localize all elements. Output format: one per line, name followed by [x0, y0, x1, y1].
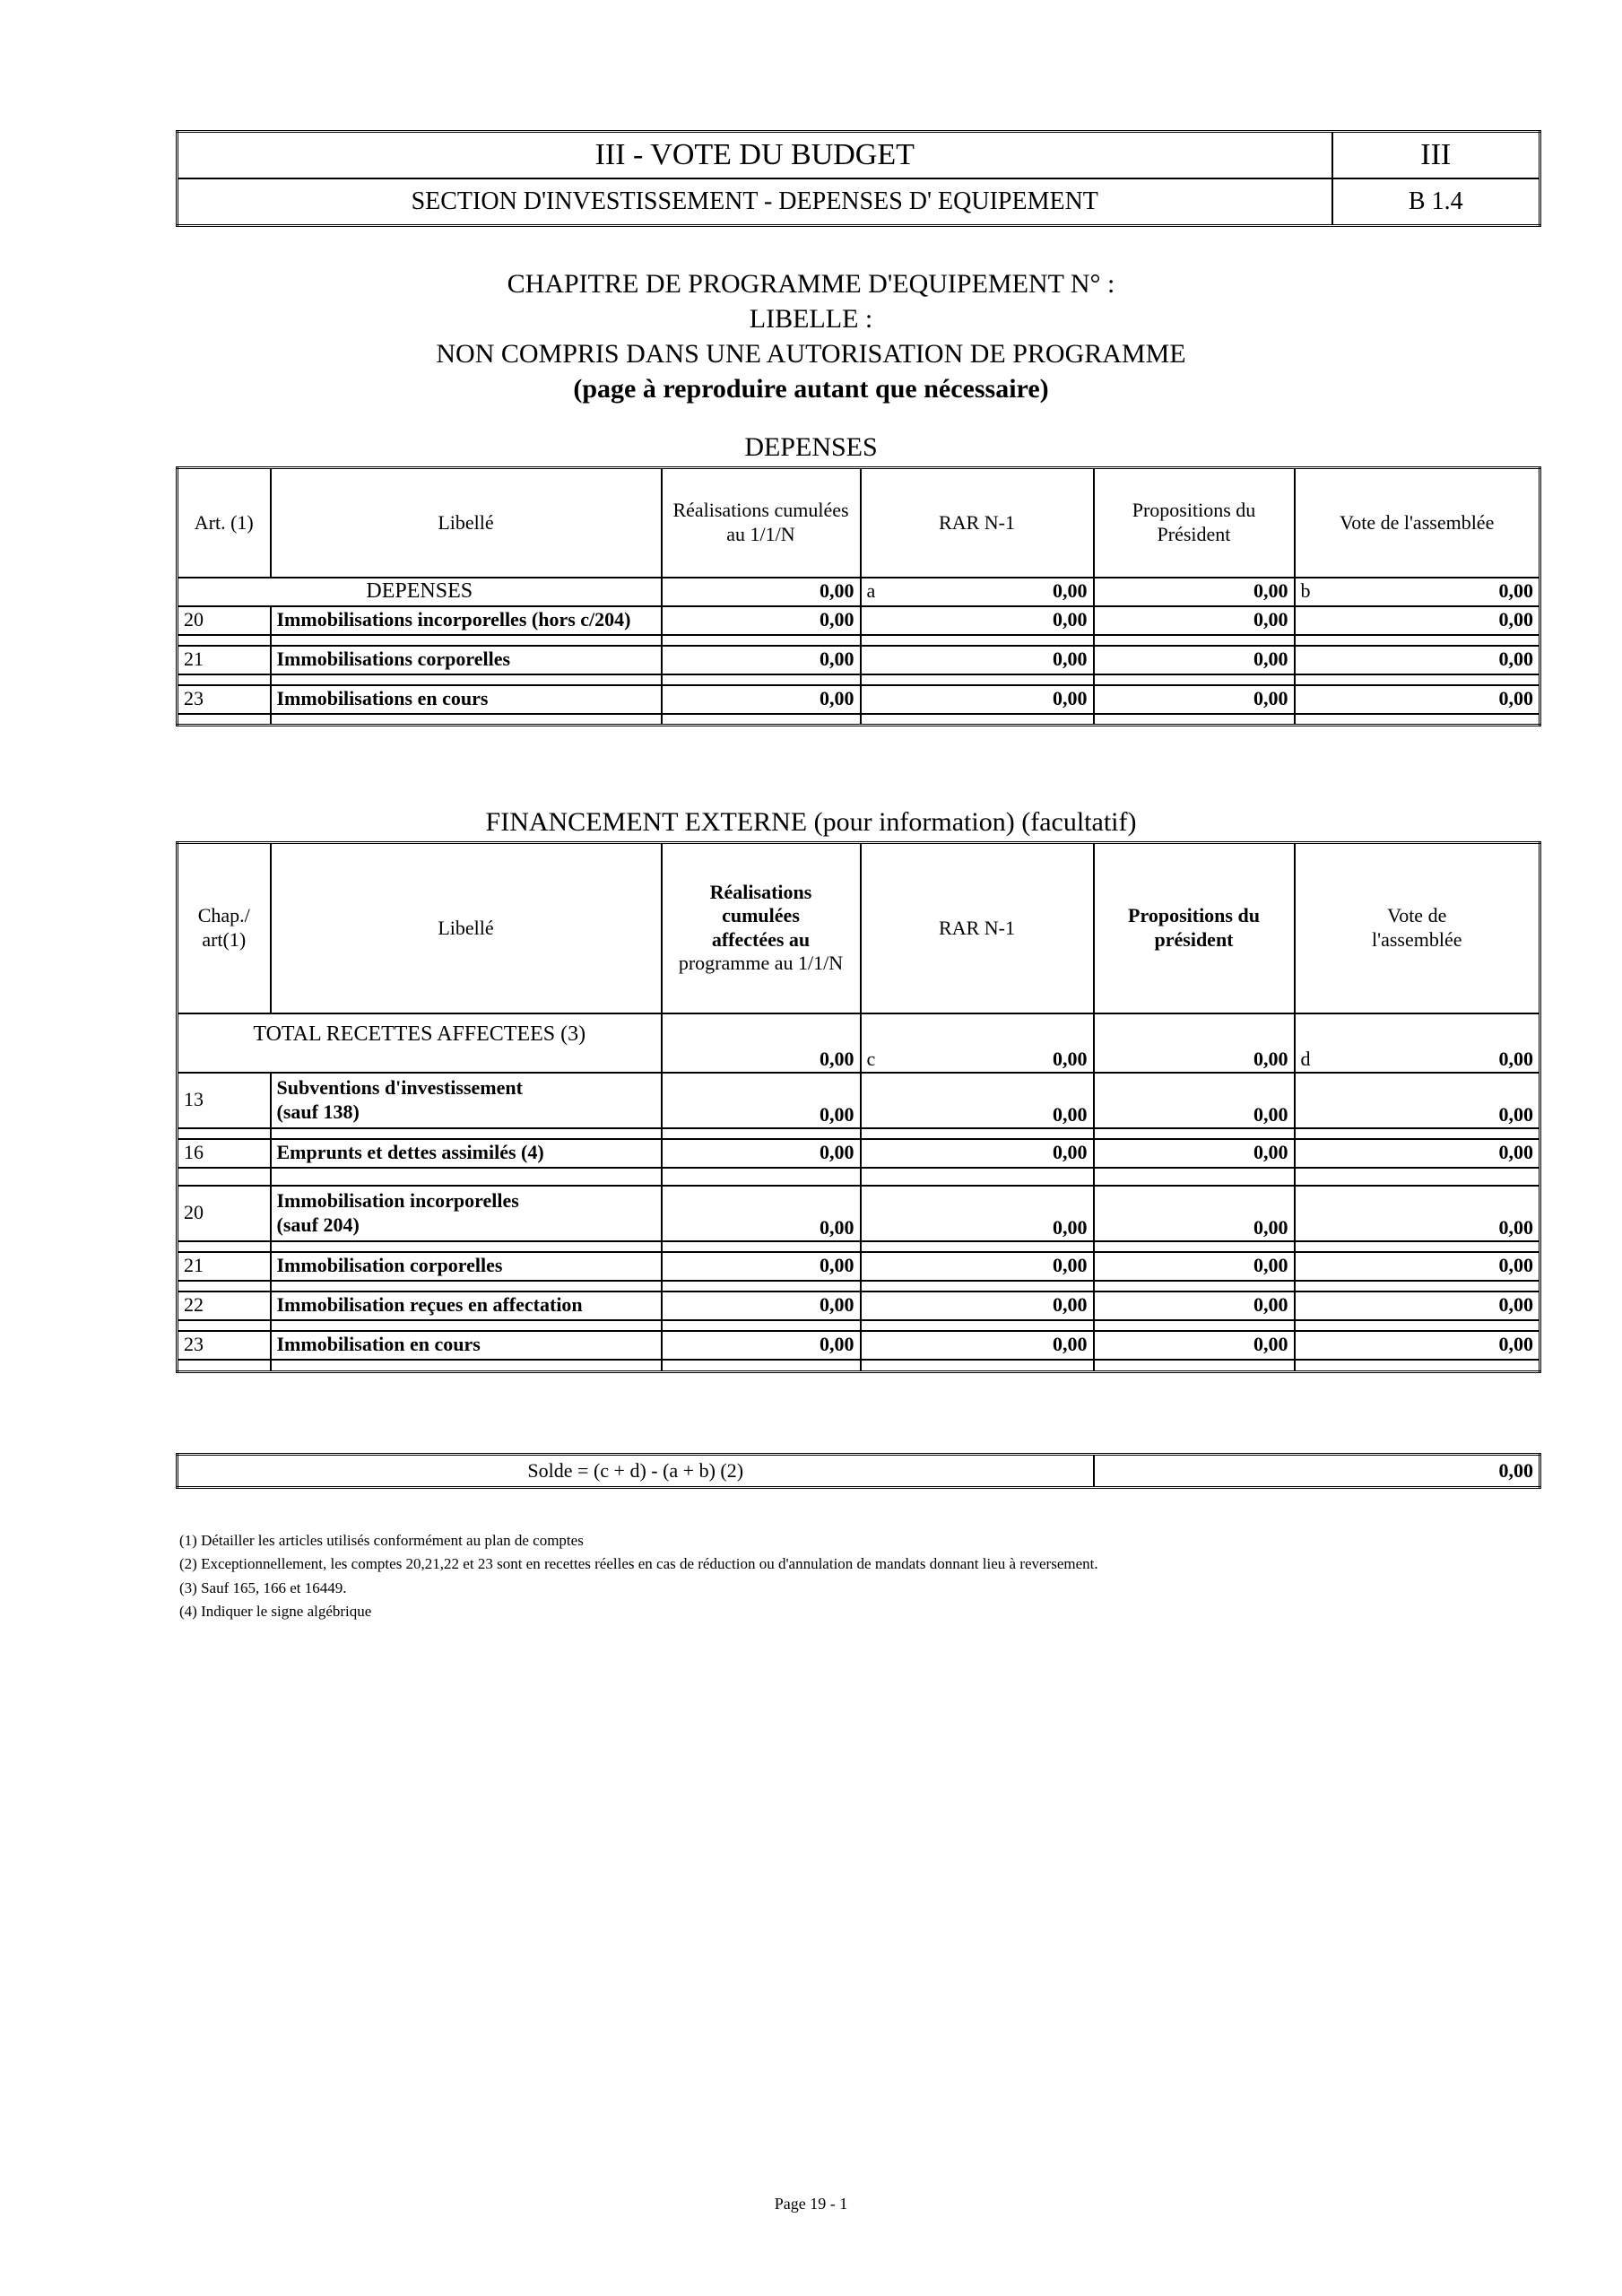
- footnote: (1) Détailler les articles utilisés conformément au plan de comptes: [179, 1532, 584, 1549]
- col-chap: Chap./ art(1): [178, 843, 271, 1013]
- libelle-line: LIBELLE :: [749, 304, 873, 334]
- total-rar: a 0,00: [861, 578, 1094, 606]
- solde-value: 0,00: [1094, 1455, 1540, 1488]
- footnote: (3) Sauf 165, 166 et 16449.: [179, 1578, 347, 1596]
- col-realisations: Réalisations cumulées affectées au programme au 1/1/N: [662, 843, 861, 1013]
- row-realisations: 0,00: [662, 1186, 861, 1241]
- row-spacer: [178, 674, 1540, 685]
- chapter-line: CHAPITRE DE PROGRAMME D'EQUIPEMENT N° :: [507, 269, 1115, 299]
- row-rar: 0,00: [861, 1331, 1094, 1360]
- document-header: [176, 130, 1541, 227]
- row-art: 23: [178, 685, 271, 714]
- total-vote: b 0,00: [1295, 578, 1540, 606]
- row-rar: 0,00: [861, 606, 1094, 635]
- row-propositions: 0,00: [1094, 646, 1295, 674]
- letter-a: a: [866, 579, 876, 603]
- letter-b: b: [1300, 579, 1311, 603]
- non-compris-line: NON COMPRIS DANS UNE AUTORISATION DE PROGRAMME: [436, 339, 1186, 369]
- solde-label: Solde = (c + d) - (a + b) (2): [178, 1455, 1094, 1488]
- row-realisations: 0,00: [662, 1252, 861, 1281]
- financement-total-row: [178, 1013, 1540, 1073]
- row-rar: 0,00: [861, 1186, 1094, 1241]
- col-libelle: Libellé: [271, 468, 662, 578]
- row-rar: 0,00: [861, 1139, 1094, 1168]
- table-row: [178, 1292, 1540, 1320]
- header-code-bottom: B 1.4: [1332, 178, 1540, 226]
- header-subtitle: SECTION D'INVESTISSEMENT - DEPENSES D' EQUIPEMENT: [178, 178, 1332, 226]
- letter-c: c: [866, 1048, 876, 1071]
- col-propositions: Propositions du Président: [1094, 468, 1295, 578]
- row-propositions: 0,00: [1094, 1252, 1295, 1281]
- row-rar: 0,00: [861, 685, 1094, 714]
- row-spacer: [178, 1320, 1540, 1331]
- row-spacer: [178, 1168, 1540, 1186]
- row-propositions: 0,00: [1094, 1073, 1295, 1128]
- row-realisations: 0,00: [662, 1292, 861, 1320]
- header-code-top: III: [1332, 132, 1540, 179]
- footnote: (2) Exceptionnellement, les comptes 20,21,22 et 23 sont en recettes réelles en cas de réduction ou d'annulation de mandats donnant lieu à reversement.: [179, 1555, 1098, 1573]
- row-rar: 0,00: [861, 646, 1094, 674]
- solde-table: [176, 1453, 1541, 1489]
- row-rar: 0,00: [861, 1073, 1094, 1128]
- row-label: Emprunts et dettes assimilés (4): [271, 1139, 662, 1168]
- table-row: [178, 685, 1540, 714]
- row-rar: 0,00: [861, 1292, 1094, 1320]
- row-label: Immobilisation en cours: [271, 1331, 662, 1360]
- header-title: III - VOTE DU BUDGET: [178, 132, 1332, 179]
- row-propositions: 0,00: [1094, 685, 1295, 714]
- row-spacer: [178, 1241, 1540, 1252]
- row-art: 16: [178, 1139, 271, 1168]
- col-rar: RAR N-1: [861, 468, 1094, 578]
- row-label: Subventions d'investissement (sauf 138): [271, 1073, 662, 1128]
- total-propositions: 0,00: [1094, 578, 1295, 606]
- row-label: Immobilisations incorporelles (hors c/204): [271, 606, 662, 635]
- row-label: Immobilisations corporelles: [271, 646, 662, 674]
- row-label: Immobilisation incorporelles (sauf 204): [271, 1186, 662, 1241]
- row-vote: 0,00: [1295, 685, 1540, 714]
- table-row: [178, 1186, 1540, 1241]
- row-spacer: [178, 714, 1540, 726]
- row-art: 22: [178, 1292, 271, 1320]
- row-vote: 0,00: [1295, 1292, 1540, 1320]
- row-realisations: 0,00: [662, 1073, 861, 1128]
- row-vote: 0,00: [1295, 1073, 1540, 1128]
- total-vote: d 0,00: [1295, 1013, 1540, 1073]
- depenses-table: [176, 466, 1541, 726]
- col-propositions: Propositions du président: [1094, 843, 1295, 1013]
- table-row: [178, 606, 1540, 635]
- row-propositions: 0,00: [1094, 1292, 1295, 1320]
- chapter-headings: [0, 266, 1622, 406]
- col-libelle: Libellé: [271, 843, 662, 1013]
- row-realisations: 0,00: [662, 1139, 861, 1168]
- row-vote: 0,00: [1295, 1186, 1540, 1241]
- total-propositions: 0,00: [1094, 1013, 1295, 1073]
- row-vote: 0,00: [1295, 606, 1540, 635]
- total-label: DEPENSES: [178, 578, 662, 606]
- footnote: (4) Indiquer le signe algébrique: [179, 1603, 372, 1621]
- depenses-title: DEPENSES: [744, 432, 878, 462]
- total-realisations: 0,00: [662, 1013, 861, 1073]
- total-realisations: 0,00: [662, 578, 861, 606]
- col-realisations: Réalisations cumulées au 1/1/N: [662, 468, 861, 578]
- row-label: Immobilisations en cours: [271, 685, 662, 714]
- row-propositions: 0,00: [1094, 1139, 1295, 1168]
- row-realisations: 0,00: [662, 685, 861, 714]
- row-propositions: 0,00: [1094, 1186, 1295, 1241]
- row-vote: 0,00: [1295, 646, 1540, 674]
- row-art: 21: [178, 646, 271, 674]
- row-spacer: [178, 1128, 1540, 1139]
- financement-title: FINANCEMENT EXTERNE (pour information) (facultatif): [485, 807, 1137, 837]
- row-propositions: 0,00: [1094, 1331, 1295, 1360]
- row-realisations: 0,00: [662, 606, 861, 635]
- table-row: [178, 646, 1540, 674]
- row-label: Immobilisation corporelles: [271, 1252, 662, 1281]
- financement-table: [176, 841, 1541, 1373]
- depenses-total-row: [178, 578, 1540, 606]
- row-vote: 0,00: [1295, 1252, 1540, 1281]
- col-art: Art. (1): [178, 468, 271, 578]
- row-art: 13: [178, 1073, 271, 1128]
- col-rar: RAR N-1: [861, 843, 1094, 1013]
- row-propositions: 0,00: [1094, 606, 1295, 635]
- row-art: 20: [178, 1186, 271, 1241]
- table-row: [178, 1073, 1540, 1128]
- footnotes: [179, 1529, 1098, 1623]
- letter-d: d: [1300, 1048, 1311, 1071]
- table-row: [178, 1331, 1540, 1360]
- row-spacer: [178, 1281, 1540, 1292]
- row-spacer: [178, 1360, 1540, 1372]
- row-label: Immobilisation reçues en affectation: [271, 1292, 662, 1320]
- table-row: [178, 1139, 1540, 1168]
- reproduce-note: (page à reproduire autant que nécessaire): [573, 374, 1049, 404]
- row-spacer: [178, 635, 1540, 646]
- row-rar: 0,00: [861, 1252, 1094, 1281]
- row-art: 20: [178, 606, 271, 635]
- row-art: 23: [178, 1331, 271, 1360]
- row-vote: 0,00: [1295, 1139, 1540, 1168]
- total-rar: c 0,00: [861, 1013, 1094, 1073]
- total-label: TOTAL RECETTES AFFECTEES (3): [178, 1013, 662, 1073]
- page-number: Page 19 - 1: [774, 2195, 848, 2213]
- row-vote: 0,00: [1295, 1331, 1540, 1360]
- col-vote: Vote de l'assemblée: [1295, 843, 1540, 1013]
- row-art: 21: [178, 1252, 271, 1281]
- row-realisations: 0,00: [662, 646, 861, 674]
- col-vote: Vote de l'assemblée: [1295, 468, 1540, 578]
- row-realisations: 0,00: [662, 1331, 861, 1360]
- table-row: [178, 1252, 1540, 1281]
